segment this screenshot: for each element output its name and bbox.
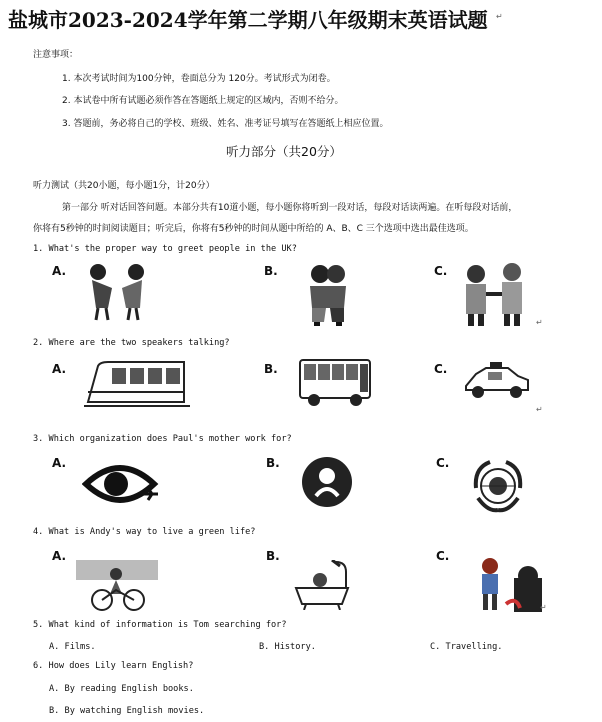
page-title: 盐城市2023-2024学年第二学期八年级期末英语试题: [8, 8, 488, 32]
question-5: 5. What kind of information is Tom searching for?: [33, 620, 287, 630]
bowing-people-picture: [78, 258, 158, 322]
bathtub-picture: [292, 560, 350, 610]
listening-intro: 听力测试（共20小题，每小题1分，计20分）: [33, 181, 215, 191]
q3-option-b-label: B.: [266, 456, 280, 470]
q6-option-a: A. By reading English books.: [49, 684, 194, 694]
q5-option-b: B. History.: [259, 642, 316, 652]
handshake-people-picture: [460, 260, 530, 328]
section-title: 听力部分（共20分）: [226, 144, 342, 159]
q4-option-a-label: A.: [52, 549, 67, 563]
q1-option-c-label: C.: [434, 264, 448, 278]
notice-heading: 注意事项：: [33, 50, 79, 60]
recycling-picture: [470, 556, 546, 614]
bus-picture: [298, 356, 374, 408]
airline-logo-picture: [82, 458, 160, 510]
q2-option-b-label: B.: [264, 362, 278, 376]
charity-logo-picture: [298, 456, 356, 508]
q1-option-b-label: B.: [264, 264, 278, 278]
q3-option-a-label: A.: [52, 456, 67, 470]
taxi-picture: [462, 362, 530, 400]
question-2: 2. Where are the two speakers talking?: [33, 338, 230, 348]
paragraph-mark: ↵: [540, 603, 547, 612]
q5-option-a: A. Films.: [49, 642, 96, 652]
q3-option-c-label: C.: [436, 456, 450, 470]
question-3: 3. Which organization does Paul's mother work for?: [33, 434, 292, 444]
q5-option-c: C. Travelling.: [430, 642, 503, 652]
paragraph-mark: ↵: [536, 405, 543, 414]
notice-item-3: 3. 答题前，务必将自己的学校、班级、姓名、准考证号填写在答题纸上相应位置。: [62, 119, 389, 129]
train-picture: [84, 358, 190, 408]
notice-item-1: 1. 本次考试时间为100分钟，卷面总分为 120分。考试形式为闭卷。: [62, 74, 336, 84]
q2-option-a-label: A.: [52, 362, 67, 376]
paragraph-mark: ↵: [496, 12, 503, 21]
notice-item-2: 2. 本试卷中所有试题必须作答在答题纸上规定的区域内，否则不给分。: [62, 96, 344, 106]
q2-option-c-label: C.: [434, 362, 448, 376]
hugging-people-picture: [300, 262, 356, 328]
question-1: 1. What's the proper way to greet people in the UK?: [33, 244, 297, 254]
paragraph-mark: ↵: [536, 318, 543, 327]
cycling-picture: [76, 560, 158, 612]
unicef-logo-picture: [470, 458, 526, 514]
q4-option-c-label: C.: [436, 549, 450, 563]
question-4: 4. What is Andy's way to live a green life?: [33, 527, 256, 537]
part1-instructions-line2: 你将有5秒钟的时间阅读题目；听完后，你将有5秒钟的时间从题中所给的 A、B、C 三个选项中选出最佳选项。: [33, 224, 474, 234]
question-6: 6. How does Lily learn English?: [33, 661, 194, 671]
q1-option-a-label: A.: [52, 264, 67, 278]
q4-option-b-label: B.: [266, 549, 280, 563]
q6-option-b: B. By watching English movies.: [49, 706, 205, 716]
part1-instructions-line1: 第一部分 听对话回答问题。本部分共有10道小题，每小题你将听到一段对话，每段对话读两遍。在听每段对话前，: [62, 203, 518, 213]
